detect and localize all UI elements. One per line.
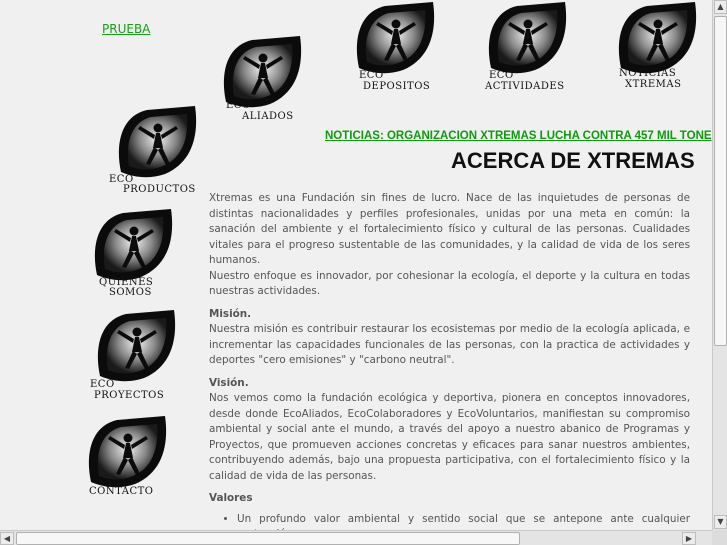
nav-eco-actividades-line1: ECO — [489, 70, 514, 81]
vision-heading: Visión. — [209, 376, 249, 389]
arrow-up-icon[interactable]: ▲ — [714, 0, 727, 14]
leaf-figure-icon — [77, 414, 172, 494]
vertical-scrollbar[interactable] — [712, 0, 727, 530]
leaf-figure-icon — [83, 207, 178, 287]
leaf-figure-icon — [86, 308, 181, 388]
valores-heading: Valores — [209, 492, 253, 504]
nav-quienes-somos-line2: SOMOS — [109, 287, 152, 298]
nav-eco-productos-line1: ECO — [109, 174, 134, 185]
mision-heading: Misión. — [209, 307, 252, 320]
nav-eco-aliados-line2: ALIADOS — [242, 111, 294, 122]
nav-eco-actividades[interactable] — [477, 0, 577, 95]
vision-text: Nos vemos como la fundación ecológica y deportiva, pionera en conceptos innovadores, desde donde EcoAliados, EcoColaboradores y EcoVoluntarios, manifiestan su compromiso ambiental y social ante el mundo, a través del apoyo a nuestro abanico de Programas y Proyectos, que promueven acciones concretas y eficaces para sanar nuestros ambientes, contribuyendo además, bajo una propuesta participativa, con el fortalecimiento físico y la calidad de vida de las personas. — [209, 392, 690, 482]
arrow-left-icon[interactable]: ◀ — [0, 532, 14, 545]
nav-contacto[interactable] — [77, 414, 177, 506]
nav-eco-proyectos[interactable] — [86, 308, 186, 403]
prueba-link[interactable]: PRUEBA — [102, 22, 151, 36]
leaf-figure-icon — [477, 0, 572, 80]
scrollbar-corner — [712, 530, 727, 545]
nav-noticias-xtremas-line2: XTREMAS — [625, 79, 682, 90]
horizontal-scroll-thumb[interactable] — [16, 532, 520, 545]
page-title: ACERCA DE XTREMAS — [451, 148, 695, 173]
horizontal-scrollbar[interactable] — [0, 530, 712, 545]
nav-eco-productos-line2: PRODUCTOS — [123, 184, 196, 195]
nav-eco-depositos-line1: ECO — [359, 70, 384, 81]
leaf-figure-icon — [345, 0, 440, 80]
nav-eco-depositos[interactable] — [345, 0, 440, 95]
about-content — [209, 191, 690, 543]
nav-eco-productos[interactable] — [107, 104, 207, 196]
nav-eco-proyectos-line1: ECO — [90, 379, 115, 390]
leaf-figure-icon — [107, 104, 202, 184]
arrow-down-icon[interactable]: ▼ — [714, 515, 727, 529]
intro-paragraph: Xtremas es una Fundación sin fines de lucro. Nace de las inquietudes de personas de distintas nacionalidades y perfiles profesionales, unidas por una meta en común: la sanación del ambiente y el fortalecimiento físico y cultural de las personas. Cualidades vitales para el progreso sustentable de las comunidades, y la calidad de vida de los seres humanos. — [209, 192, 690, 266]
nav-eco-aliados[interactable] — [212, 34, 307, 126]
nav-quienes-somos[interactable] — [83, 207, 183, 299]
nav-eco-actividades-line2: ACTIVIDADES — [485, 81, 565, 92]
nav-eco-aliados-line1: ECO — [226, 100, 251, 111]
nav-quienes-somos-line1: QUIENES — [99, 277, 154, 288]
nav-eco-depositos-line2: DEPOSITOS — [363, 81, 431, 92]
vertical-scroll-thumb[interactable] — [714, 16, 727, 346]
news-ticker-link[interactable]: NOTICIAS: ORGANIZACION XTREMAS LUCHA CONTRA 457 MIL TONE — [325, 130, 712, 142]
nav-noticias-xtremas-line1: NOTICIAS — [619, 68, 677, 79]
nav-noticias-xtremas[interactable] — [607, 0, 712, 95]
intro-paragraph-2: Nuestro enfoque es innovador, por cohesionar la ecología, el deporte y la cultura en todas nuestras actividades. — [209, 269, 690, 297]
list-item: • Un profundo valor ambiental y sentido social que se antepone ante cualquier — [237, 512, 690, 543]
nav-eco-proyectos-line2: PROYECTOS — [94, 390, 165, 401]
mision-text: Nuestra misión es contribuir restaurar los ecosistemas por medio de la ecología aplicada, e incrementar las capacidades funcionales de las personas, con la practica de actividades y deportes "cero emisiones" y "carbono neutral". — [209, 323, 690, 366]
nav-contacto-line2: CONTACTO — [89, 486, 154, 497]
arrow-right-icon[interactable]: ▶ — [682, 532, 696, 545]
